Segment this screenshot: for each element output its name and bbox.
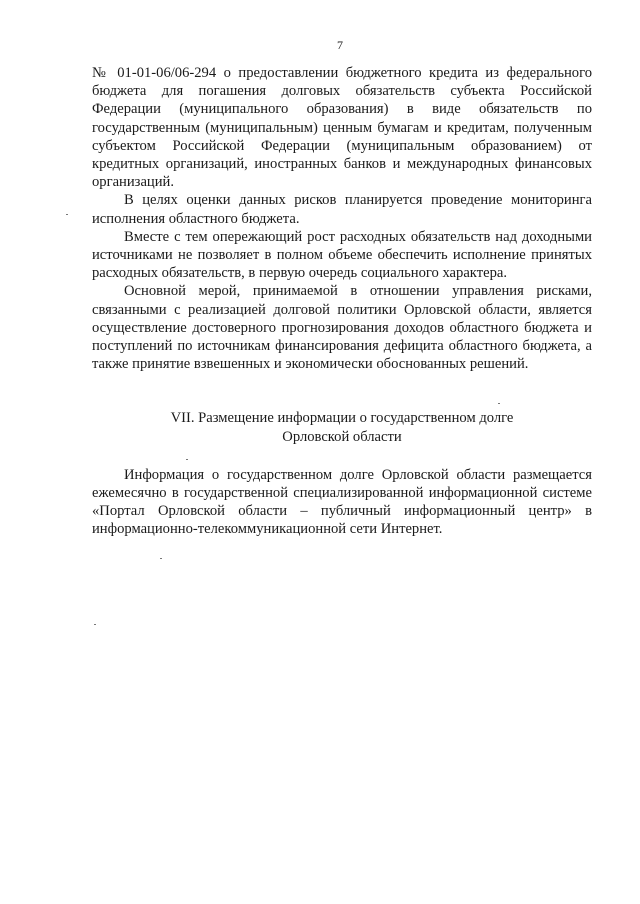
- section-body: [92, 466, 592, 539]
- section-heading-line-2: Орловской области: [282, 428, 402, 445]
- scan-speck: [160, 558, 162, 559]
- scan-speck: [498, 403, 500, 404]
- section-heading: [92, 409, 592, 445]
- scan-speck: [66, 214, 68, 215]
- section-heading-line-1: VII. Размещение информации о государственном долге: [170, 410, 514, 427]
- paragraph-monitoring: В целях оценки данных рисков планируется проведение мониторинга исполнения областного бюджета.: [92, 192, 592, 227]
- scan-speck: [94, 624, 96, 625]
- document-body: [92, 64, 592, 539]
- paragraph-information-placement: Информация о государственном долге Орловской области размещается ежемесячно в государственной специализированной информационной системе «Портал Орловской области – публичный информационный центр» в информационно-телекоммуникационной сети Интернет.: [92, 466, 592, 538]
- scan-speck: [186, 459, 188, 460]
- page-number: 7: [337, 38, 343, 52]
- paragraph-expenditure-growth: Вместе с тем опережающий рост расходных обязательств над доходными источниками не позволяет в полном объеме обеспечить исполнение принятых расходных обязательств, в первую очередь социального характера.: [92, 228, 592, 282]
- paragraph-continuation: № 01-01-06/06-294 о предоставлении бюджетного кредита из федерального бюджета для погашения долговых обязательств субъекта Российской Федерации (муниципального образования) в виде обязательств по государственным (муниципальным) ценным бумагам и кредитам, полученным субъектом Российской Федерации (муниципальным образованием) от кредитных организаций, иностранных банков и международных финансовых организаций.: [92, 65, 592, 191]
- paragraph-risk-management: Основной мерой, принимаемой в отношении управления рисками, связанными с реализацией долговой политики Орловской области, является осуществление достоверного прогнозирования доходов областного бюджета и поступлений по источникам финансирования дефицита областного бюджета, а также принятие взвешенных и экономически обоснованных решений.: [92, 283, 592, 373]
